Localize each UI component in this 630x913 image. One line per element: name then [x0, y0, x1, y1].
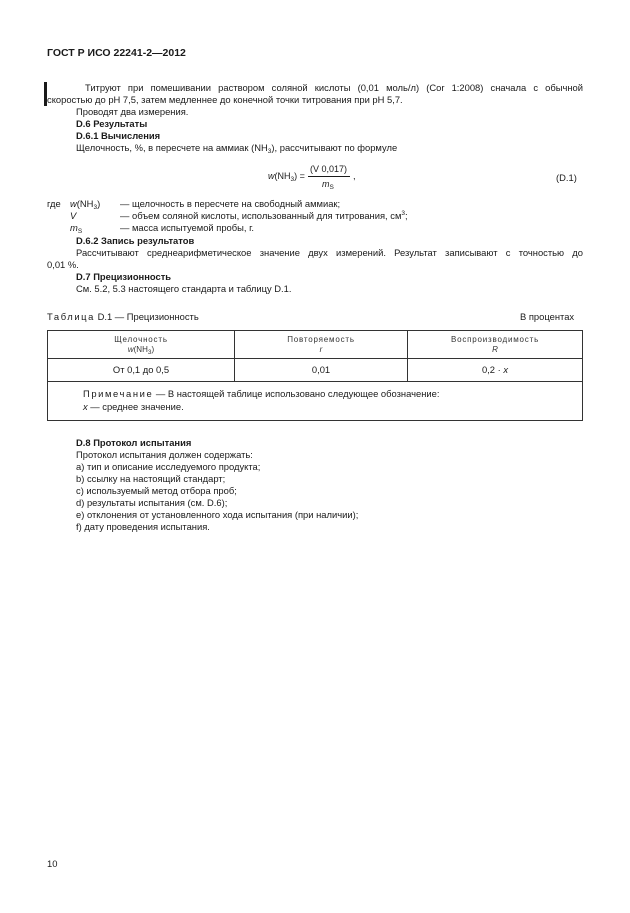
intro-line-1: Титруют при помешивании раствором соляной кислоты (0,01 моль/л) (Cor 1:2008) сначала с обычной [85, 82, 583, 93]
list-item: c) используемый метод отбора проб; [76, 485, 237, 496]
where-w-symbol: $w(NH_3)$ [70, 198, 101, 211]
d6-2-line-1: Рассчитывают среднеарифметическое значение двух измерений. Результат записывают с точностью до [76, 247, 583, 258]
col-repeatability-header: Повторяемость r [235, 331, 408, 359]
formula-lhs: $w(NH_3)$ = [268, 171, 305, 183]
document-header: ГОСТ Р ИСО 22241-2—2012 [47, 47, 186, 59]
col-reproducibility-header: Воспроизводимость R [408, 331, 583, 359]
where-w-text: — щелочность в пересчете на свободный аммиак; [120, 198, 341, 209]
list-item: e) отклонения от установленного хода испытания (при наличии); [76, 509, 359, 520]
formula-fraction-line [308, 176, 350, 177]
table-row [48, 359, 583, 382]
d7-text: См. 5.2, 5.3 настоящего стандарта и таблицу D.1. [76, 283, 292, 294]
list-item: f) дату проведения испытания. [76, 521, 210, 532]
intro-line-2: скоростью до pH 7,5, затем медленнее до конечной точки титрования при pH 5,7. [47, 94, 403, 105]
d8-intro: Протокол испытания должен содержать: [76, 449, 253, 460]
table-note: Примечание — В настоящей таблице использовано следующее обозначение: x — среднее значение. [48, 382, 583, 421]
formula-numerator: (V 0,017) [310, 164, 348, 174]
table-header-row [48, 331, 583, 359]
section-d6-heading: D.6 Результаты [76, 118, 148, 129]
section-d8-heading: D.8 Протокол испытания [76, 437, 192, 448]
formula-comma: , [353, 170, 356, 181]
list-item: d) результаты испытания (см. D.6); [76, 497, 228, 508]
section-d6-1-heading: D.6.1 Вычисления [76, 130, 161, 141]
where-word: где [47, 198, 61, 209]
formula-denominator: $m_S$ [322, 179, 334, 191]
list-item: a) тип и описание исследуемого продукта; [76, 461, 261, 472]
col-alkalinity-header: Щелочность $w(NH_3)$ [48, 331, 235, 359]
cell-range: От 0,1 до 0,5 [48, 359, 235, 382]
where-v-text: — объем соляной кислоты, использованный для титрования, $см^3$; [120, 210, 408, 221]
list-item: b) ссылку на настоящий стандарт; [76, 473, 226, 484]
d6-1-text: Щелочность, %, в пересчете на аммиак $(NH_3)$, рассчитывают по формуле [76, 142, 398, 155]
section-d7-heading: D.7 Прецизионность [76, 271, 172, 282]
where-m-text: — масса испытуемой пробы, г. [120, 222, 254, 233]
section-d6-2-heading: D.6.2 Запись результатов [76, 235, 195, 246]
table-note-row [48, 382, 583, 421]
page-number: 10 [47, 858, 58, 869]
where-m-symbol: $m_S$ [70, 222, 83, 235]
cell-repeatability: 0,01 [235, 359, 408, 382]
table-caption: Таблица D.1 — Прецизионность [47, 311, 199, 322]
intro-line-3: Проводят два измерения. [76, 106, 189, 117]
table-unit: В процентах [520, 311, 575, 322]
formula-number: (D.1) [556, 172, 577, 183]
where-v-symbol: V [70, 210, 77, 221]
cell-reproducibility: 0,2 · x [408, 359, 583, 382]
precision-table [47, 330, 583, 421]
d6-2-line-2: 0,01 %. [47, 259, 79, 270]
